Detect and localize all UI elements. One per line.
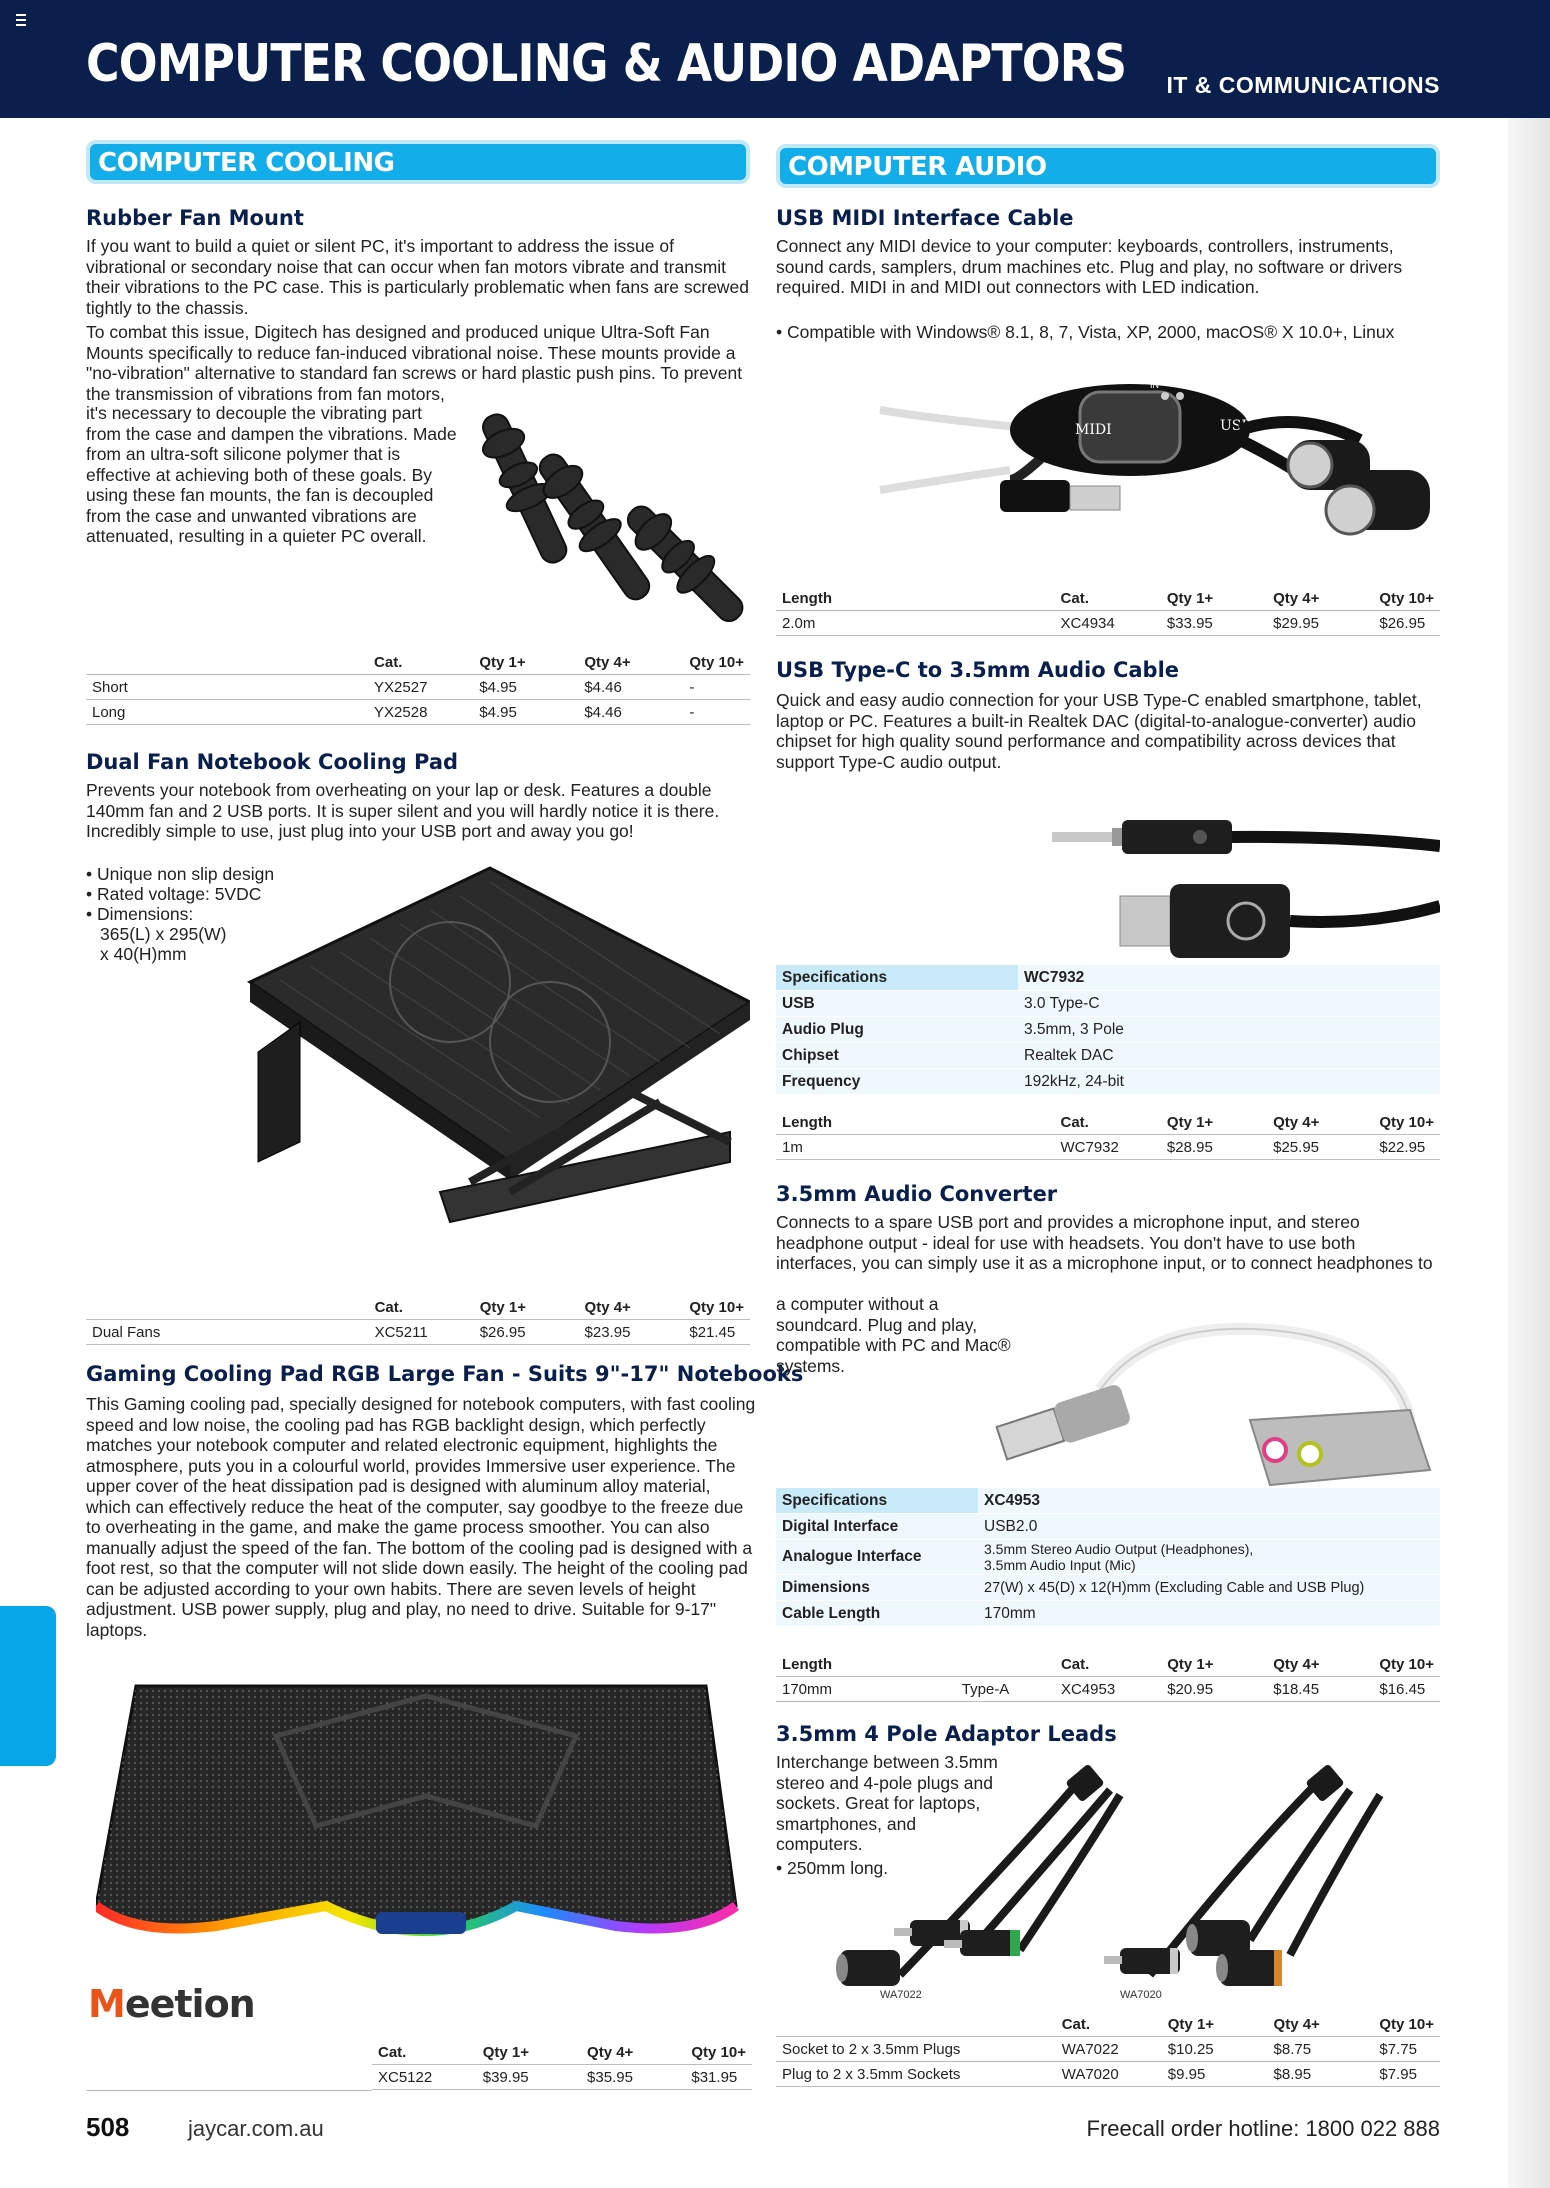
menu-icon[interactable]	[16, 14, 26, 26]
product-title: USB Type-C to 3.5mm Audio Cable	[776, 658, 1180, 682]
table-header-cell: Qty 10+	[683, 650, 750, 675]
spec-value: 3.5mm Stereo Audio Output (Headphones), 3.5mm Audio Input (Mic)	[978, 1540, 1440, 1575]
table-cell: $4.46	[578, 700, 683, 725]
lead-label: WA7020	[1120, 1989, 1162, 2000]
product-description: Prevents your notebook from overheating on your lap or desk. Features a double 140mm fan and 2 USB ports. It is super silent and you will hardly notice it is there. Incredibly simple to use, just plug into your USB port and away you go!	[86, 780, 720, 841]
table-header-cell: Cat.	[1055, 586, 1161, 611]
table-header-cell: Qty 4+	[1267, 586, 1373, 611]
table-cell: $29.95	[1267, 611, 1373, 636]
table-cell: -	[683, 700, 750, 725]
price-table	[776, 586, 1440, 636]
product-description: Connects to a spare USB port and provides a microphone input, and stereo headphone output - ideal for use with headsets. You don't have to use both interfaces, you can simply use it as a microphone input, or to connect headphones to	[776, 1212, 1433, 1273]
table-cell: WC7932	[1055, 1135, 1161, 1160]
gaming-cooling-pad-image	[96, 1676, 748, 1966]
table-cell: $26.95	[474, 1320, 579, 1345]
table-header-cell: Qty 4+	[581, 2040, 685, 2065]
spec-row	[776, 1575, 1440, 1601]
table-row	[776, 611, 1440, 636]
type-c-audio-cable-image	[1050, 806, 1440, 966]
table-cell: $20.95	[1161, 1677, 1267, 1702]
brand-logo-text: eetion	[124, 1982, 255, 2026]
usb-audio-converter-image	[990, 1300, 1440, 1490]
product-title: Dual Fan Notebook Cooling Pad	[86, 750, 459, 774]
table-row	[86, 700, 750, 725]
table-header-cell: Length	[776, 1110, 1055, 1135]
table-header-row	[86, 1295, 750, 1320]
spec-header-row	[776, 965, 1440, 991]
spec-label: Audio Plug	[776, 1017, 1018, 1043]
spec-value: 3.5mm, 3 Pole	[1018, 1017, 1440, 1043]
table-cell: $4.95	[473, 675, 578, 700]
bullet-item: • Rated voltage: 5VDC	[86, 884, 262, 904]
table-header-row	[86, 650, 750, 675]
table-header-row	[776, 586, 1440, 611]
table-header-cell: Cat.	[1056, 2012, 1162, 2037]
price-table	[776, 2012, 1440, 2087]
bullet-item: • Dimensions:	[86, 904, 194, 924]
table-header-row	[372, 2040, 752, 2065]
bullet-item: • Compatible with Windows® 8.1, 8, 7, Vista, XP, 2000, macOS® X 10.0+, Linux	[776, 322, 1395, 342]
table-header-cell: Cat.	[369, 1295, 474, 1320]
price-table	[776, 1110, 1440, 1160]
bullet-item: • Unique non slip design	[86, 864, 275, 884]
table-header-cell: Qty 1+	[477, 2040, 581, 2065]
price-table	[372, 2040, 752, 2090]
table-cell: $22.95	[1373, 1135, 1440, 1160]
table-header-row	[776, 1110, 1440, 1135]
table-header-cell	[956, 1652, 1055, 1677]
table-header-cell: Qty 4+	[1268, 2012, 1374, 2037]
spec-table	[776, 1488, 1440, 1627]
table-header-cell	[86, 650, 368, 675]
product-title: Rubber Fan Mount	[86, 206, 304, 230]
spec-row	[776, 991, 1440, 1017]
spec-row	[776, 1514, 1440, 1540]
table-header-cell: Length	[776, 586, 1055, 611]
table-cell: $10.25	[1162, 2037, 1268, 2062]
section-label: IT & COMMUNICATIONS	[1166, 72, 1440, 98]
table-cell: $25.95	[1267, 1135, 1373, 1160]
out-label: OUT	[1190, 382, 1209, 392]
table-cell: $7.75	[1373, 2037, 1440, 2062]
adaptor-leads-image	[820, 1750, 1440, 2000]
table-row	[776, 2037, 1440, 2062]
table-header-cell: Qty 10+	[1373, 586, 1440, 611]
spec-value: USB2.0	[978, 1514, 1440, 1540]
table-cell: Type-A	[956, 1677, 1055, 1702]
spec-value: 170mm	[978, 1601, 1440, 1627]
table-cell: $4.95	[473, 700, 578, 725]
table-header-cell: Qty 4+	[1267, 1110, 1373, 1135]
section-tab[interactable]	[0, 1606, 56, 1766]
table-cell: $39.95	[477, 2065, 581, 2090]
page-edge	[1508, 118, 1550, 2188]
table-cell: $28.95	[1161, 1135, 1267, 1160]
table-header-cell: Qty 1+	[1162, 2012, 1268, 2037]
meetion-logo	[88, 1982, 255, 2026]
table-cell: XC4953	[1055, 1677, 1161, 1702]
table-header-cell: Length	[776, 1652, 956, 1677]
price-table	[776, 1652, 1440, 1702]
table-header-cell: Qty 10+	[1373, 1110, 1440, 1135]
table-cell: XC5211	[369, 1320, 474, 1345]
table-cell: XC4934	[1055, 611, 1161, 636]
table-cell: $26.95	[1373, 611, 1440, 636]
product-title: 3.5mm 4 Pole Adaptor Leads	[776, 1722, 1117, 1746]
table-cell: $9.95	[1162, 2062, 1268, 2087]
table-cell: Dual Fans	[86, 1320, 369, 1345]
table-cell: Short	[86, 675, 368, 700]
table-header-cell: Qty 10+	[683, 1295, 750, 1320]
lead-label: WA7022	[880, 1989, 922, 2000]
spec-label: Cable Length	[776, 1601, 978, 1627]
table-header-cell: Qty 4+	[579, 1295, 684, 1320]
brand-logo-initial: M	[88, 1982, 125, 2026]
table-row	[86, 1320, 750, 1345]
table-cell: $7.95	[1373, 2062, 1440, 2087]
spec-label: USB	[776, 991, 1018, 1017]
midi-label: MIDI	[1075, 422, 1112, 438]
product-description: a computer without a soundcard. Plug and play, compatible with PC and Mac® systems.	[776, 1294, 1011, 1376]
usb-label: USB	[1220, 418, 1252, 434]
spec-label: Digital Interface	[776, 1514, 978, 1540]
table-cell: $4.46	[578, 675, 683, 700]
table-header-cell: Cat.	[1055, 1652, 1161, 1677]
table-header-cell: Qty 10+	[1373, 1652, 1440, 1677]
table-header-cell: Cat.	[1055, 1110, 1161, 1135]
page-title: COMPUTER COOLING & AUDIO ADAPTORS	[86, 34, 1127, 94]
table-cell: WA7020	[1056, 2062, 1162, 2087]
table-cell: $21.45	[683, 1320, 750, 1345]
product-title: USB MIDI Interface Cable	[776, 206, 1074, 230]
spec-value: 3.0 Type-C	[1018, 991, 1440, 1017]
table-header-cell	[86, 1295, 369, 1320]
table-cell: $16.45	[1373, 1677, 1440, 1702]
spec-label: Chipset	[776, 1043, 1018, 1069]
table-header-cell	[776, 2012, 1056, 2037]
spec-header-row	[776, 1488, 1440, 1514]
spec-row	[776, 1043, 1440, 1069]
spec-value: Realtek DAC	[1018, 1043, 1440, 1069]
computer-cooling-band: COMPUTER COOLING	[86, 140, 750, 184]
price-table	[86, 650, 750, 725]
table-cell: 1m	[776, 1135, 1055, 1160]
table-cell: $8.95	[1268, 2062, 1374, 2087]
spec-row	[776, 1017, 1440, 1043]
table-cell: WA7022	[1056, 2037, 1162, 2062]
table-row	[86, 675, 750, 700]
bullet-item: • 250mm long.	[776, 1858, 889, 1878]
table-cell: 2.0m	[776, 611, 1055, 636]
dual-fan-cooling-pad-image	[210, 862, 750, 1262]
midi-cable-image	[860, 370, 1440, 570]
product-title: Gaming Cooling Pad RGB Large Fan - Suits 9"-17" Notebooks	[86, 1362, 804, 1386]
table-cell: $35.95	[581, 2065, 685, 2090]
table-header-cell: Qty 1+	[1161, 586, 1267, 611]
spec-label: Specifications	[776, 1488, 978, 1514]
product-description: This Gaming cooling pad, specially designed for notebook computers, with fast cooling speed and low noise, the cooling pad has RGB backlight design, which perfectly matches your notebook computer and related electronic equipment, highlights the atmosphere, puts you in a colourful world, provides Immersive user experience. The upper cover of the heat dissipation pad is designed with aluminum alloy material, which can effectively reduce the heat of the computer, say goodbye to the freeze due to overheating in the game, and make the game process smoother. You can also manually adjust the speed of the fan. The bottom of the cooling pad is designed with a foot rest, so that the computer will not slide down easily. The height of the cooling pad can be adjusted according to your own habits. There are seven levels of height adjustment. USB power supply, plug and play, no need to drive. Suitable for 9-17" laptops.	[86, 1394, 756, 1640]
in-label: IN	[1150, 380, 1159, 390]
table-header-cell: Qty 10+	[685, 2040, 752, 2065]
table-header-cell: Cat.	[368, 650, 473, 675]
product-description: Connect any MIDI device to your computer: keyboards, controllers, instruments, sound cards, samplers, drum machines etc. Plug and play, no software or drivers required. MIDI in and MIDI out connectors with LED indication.	[776, 236, 1403, 297]
table-cell: YX2528	[368, 700, 473, 725]
table-cell: $8.75	[1268, 2037, 1374, 2062]
spec-label: Dimensions	[776, 1575, 978, 1601]
table-cell: $23.95	[579, 1320, 684, 1345]
table-header-cell: Qty 1+	[1161, 1110, 1267, 1135]
product-title: 3.5mm Audio Converter	[776, 1182, 1058, 1206]
price-table	[86, 1295, 750, 1345]
table-header-cell: Qty 1+	[474, 1295, 579, 1320]
table-row	[372, 2065, 752, 2090]
page-header	[0, 0, 1550, 118]
computer-audio-band: COMPUTER AUDIO	[776, 144, 1440, 188]
table-row	[776, 2062, 1440, 2087]
spec-row	[776, 1540, 1440, 1575]
spec-row	[776, 1601, 1440, 1627]
table-header-cell: Qty 4+	[578, 650, 683, 675]
table-row	[776, 1677, 1440, 1702]
table-cell: Plug to 2 x 3.5mm Sockets	[776, 2062, 1056, 2087]
spec-row	[776, 1069, 1440, 1095]
table-row	[776, 1135, 1440, 1160]
spec-value: WC7932	[1018, 965, 1440, 991]
table-cell: Long	[86, 700, 368, 725]
rubber-fan-mount-image	[468, 398, 758, 648]
product-description: To combat this issue, Digitech has designed and produced unique Ultra-Soft Fan Mounts specifically to reduce fan-induced vibrational noise. These mounts provide a "no-vibration" alternative to standard fan screws or hard plastic push pins. To prevent the transmission of vibrations from fan motors,	[86, 322, 743, 404]
table-spacer	[86, 2040, 372, 2091]
spec-value: 192kHz, 24-bit	[1018, 1069, 1440, 1095]
product-description: it's necessary to decouple the vibrating part from the case and dampen the vibrations. Made from an ultra-soft silicone polymer that is effective at achieving both of these goals. By using these fan mounts, the fan is decoupled from the case and unwanted vibrations are attenuated, resulting in a quieter PC overall.	[86, 403, 457, 546]
table-cell: 170mm	[776, 1677, 956, 1702]
hotline-text: Freecall order hotline: 1800 022 888	[1086, 2116, 1440, 2141]
spec-value: XC4953	[978, 1488, 1440, 1514]
table-header-row	[776, 1652, 1440, 1677]
product-description: If you want to build a quiet or silent PC, it's important to address the issue of vibrational or secondary noise that can occur when fan motors vibrate and transmit their vibrations to the PC case. This is particularly problematic when fans are screwed tightly to the chassis.	[86, 236, 750, 318]
product-description: Interchange between 3.5mm stereo and 4-pole plugs and sockets. Great for laptops, smartphones, and computers.	[776, 1752, 998, 1854]
table-header-cell: Qty 1+	[1161, 1652, 1267, 1677]
table-cell: Socket to 2 x 3.5mm Plugs	[776, 2037, 1056, 2062]
table-cell: $31.95	[685, 2065, 752, 2090]
bullet-item: 365(L) x 295(W)	[100, 924, 227, 944]
page-number: 508	[86, 2112, 130, 2142]
bullet-item: x 40(H)mm	[100, 944, 187, 964]
spec-value: 27(W) x 45(D) x 12(H)mm (Excluding Cable and USB Plug)	[978, 1575, 1440, 1601]
table-header-row	[776, 2012, 1440, 2037]
spec-label: Specifications	[776, 965, 1018, 991]
table-header-cell: Qty 10+	[1373, 2012, 1440, 2037]
product-description: Quick and easy audio connection for your USB Type-C enabled smartphone, tablet, laptop or PC. Features a built-in Realtek DAC (digital-to-analogue-converter) audio chipset for high quality sound performance and compatibility across devices that support Type-C audio output.	[776, 690, 1422, 772]
table-cell: YX2527	[368, 675, 473, 700]
table-cell: $33.95	[1161, 611, 1267, 636]
website-link[interactable]: jaycar.com.au	[188, 2116, 324, 2141]
spec-label: Analogue Interface	[776, 1540, 978, 1575]
table-header-cell: Qty 4+	[1267, 1652, 1373, 1677]
spec-label: Frequency	[776, 1069, 1018, 1095]
table-cell: XC5122	[372, 2065, 477, 2090]
table-header-cell: Qty 1+	[473, 650, 578, 675]
table-cell: $18.45	[1267, 1677, 1373, 1702]
table-header-cell: Cat.	[372, 2040, 477, 2065]
spec-table	[776, 965, 1440, 1095]
table-cell: -	[683, 675, 750, 700]
